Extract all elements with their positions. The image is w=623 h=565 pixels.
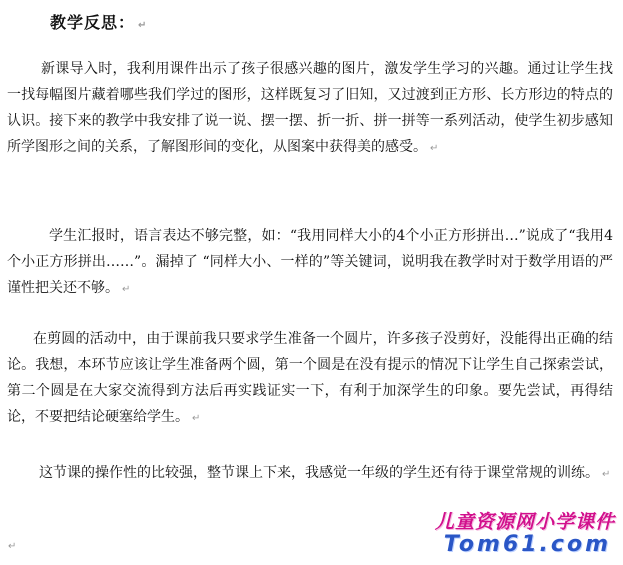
site-watermark bbox=[390, 507, 615, 559]
paragraph-mark-icon: ↵ bbox=[430, 143, 439, 154]
paragraph-3 bbox=[7, 326, 613, 432]
paragraph-1-text: 新课导入时，我利用课件出示了孩子很感兴趣的图片，激发学生学习的兴趣。通过让学生找一找每幅图片藏着哪些我们学过的图形，这样既复习了旧知，又过渡到正方形、长方形边的特点的认识。接下来的教学中我安排了说一说、摆一摆、折一折、拼一拼等一系列活动，使学生初步感知所学图形之间的关系，了解图形间的变化，从图案中获得美的感受。 bbox=[7, 61, 613, 155]
paragraph-mark-icon: ↵ bbox=[602, 469, 611, 480]
empty-paragraph-mark-icon: ↵ bbox=[8, 541, 17, 552]
watermark-domain: Tom61.com bbox=[443, 532, 611, 557]
document-title bbox=[50, 10, 147, 33]
paragraph-mark-icon: ↵ bbox=[122, 284, 131, 295]
paragraph-2-text: 学生汇报时，语言表达不够完整，如：“我用同样大小的4个小正方形拼出…”说成了“我用4个小正方形拼出……”。漏掉了 “同样大小、一样的”等关键词，说明我在教学时对于数学用语的严谨性把关还不够。 bbox=[7, 228, 613, 296]
paragraph-2 bbox=[7, 223, 613, 303]
paragraph-mark-icon: ↵ bbox=[138, 20, 148, 31]
paragraph-4 bbox=[7, 460, 613, 488]
title-text: 教学反思： bbox=[50, 13, 136, 32]
watermark-site-name: 儿童资源网小学课件 bbox=[434, 511, 615, 533]
paragraph-mark-icon: ↵ bbox=[192, 413, 201, 424]
paragraph-4-text: 这节课的操作性的比较强，整节课上下来，我感觉一年级的学生还有待于课堂常规的训练。 bbox=[39, 465, 599, 481]
paragraph-3-text: 在剪圆的活动中，由于课前我只要求学生准备一个圆片，许多孩子没剪好，没能得出正确的结论。我想，本环节应该让学生准备两个圆，第一个圆是在没有提示的情况下让学生自己探索尝试，第二个圆是在大家交流得到方法后再实践证实一下，有利于加深学生的印象。要先尝试，再得结论，不要把结论硬塞给学生。 bbox=[7, 331, 613, 425]
paragraph-1 bbox=[7, 56, 613, 162]
